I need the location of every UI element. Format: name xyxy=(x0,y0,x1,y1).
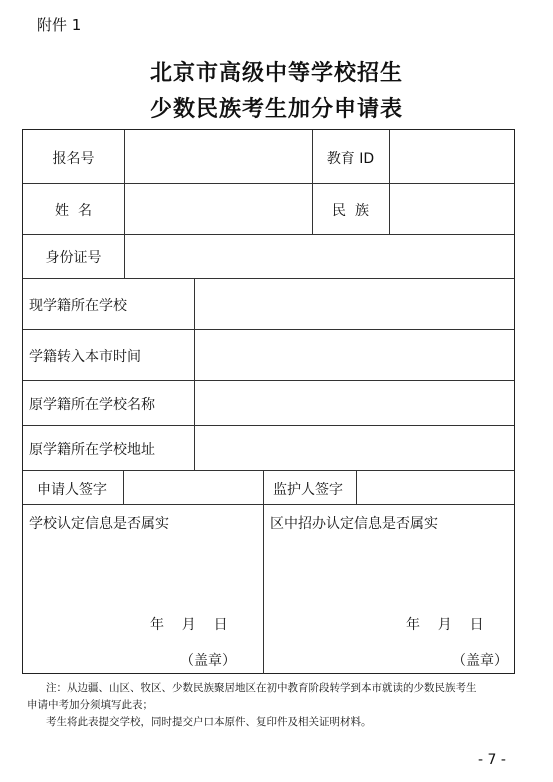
original-school-address-field[interactable] xyxy=(195,426,514,470)
id-number-field[interactable] xyxy=(125,235,514,278)
education-id-label: 教育 ID xyxy=(326,151,375,167)
note-line-3: 考生将此表提交学校，同时提交户口本原件、复印件及相关证明材料。 xyxy=(46,716,372,728)
name-label: 姓 名 xyxy=(55,203,92,219)
application-form-table xyxy=(22,129,515,674)
ethnicity-label: 民 族 xyxy=(332,203,369,219)
guardian-signature-field[interactable] xyxy=(357,471,514,504)
note-line-2: 申请中考加分须填写此表； xyxy=(27,699,153,711)
applicant-signature-field[interactable] xyxy=(124,471,263,504)
original-school-address-label: 原学籍所在学校地址 xyxy=(29,442,155,458)
transfer-time-label: 学籍转入本市时间 xyxy=(29,349,141,365)
form-title-line1: 北京市高级中等学校招生 xyxy=(149,60,403,86)
district-verification-date: 年 月 日 xyxy=(406,617,484,633)
education-id-field[interactable] xyxy=(390,130,514,183)
current-school-label: 现学籍所在学校 xyxy=(29,298,127,314)
attachment-label: 附件 1 xyxy=(37,16,82,34)
name-field[interactable] xyxy=(125,184,312,234)
applicant-signature-label: 申请人签字 xyxy=(37,482,107,498)
registration-number-label: 报名号 xyxy=(52,151,95,167)
school-verification-label: 学校认定信息是否属实 xyxy=(29,516,169,532)
note-line-1: 注：从边疆、山区、牧区、少数民族聚居地区在初中教育阶段转学到本市就读的少数民族考生 xyxy=(46,682,477,694)
ethnicity-field[interactable] xyxy=(390,184,514,234)
original-school-name-field[interactable] xyxy=(195,381,514,425)
id-number-label: 身份证号 xyxy=(45,250,102,266)
registration-number-field[interactable] xyxy=(125,130,312,183)
school-seal-label: （盖章） xyxy=(180,653,236,669)
original-school-name-label: 原学籍所在学校名称 xyxy=(29,397,155,413)
transfer-time-field[interactable] xyxy=(195,330,514,380)
form-title-line2: 少数民族考生加分申请表 xyxy=(149,96,403,122)
district-verification-label: 区中招办认定信息是否属实 xyxy=(270,516,438,532)
current-school-field[interactable] xyxy=(195,279,514,329)
guardian-signature-label: 监护人签字 xyxy=(273,482,343,498)
school-verification-date: 年 月 日 xyxy=(150,617,228,633)
page-number: - 7 - xyxy=(478,752,506,768)
district-seal-label: （盖章） xyxy=(452,653,508,669)
